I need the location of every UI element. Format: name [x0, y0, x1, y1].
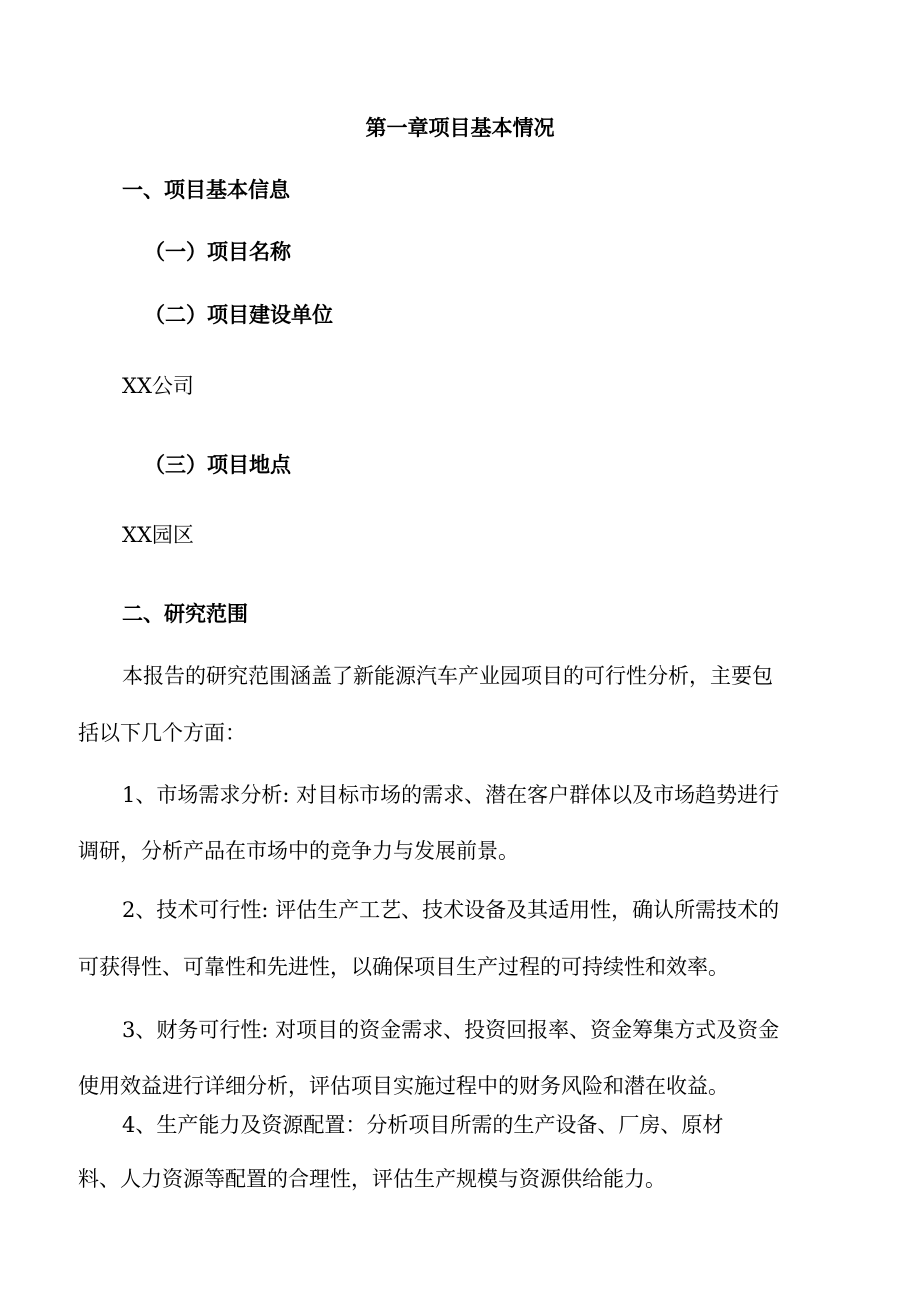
subsection-heading-construction-unit: （二）项目建设单位 — [144, 302, 333, 327]
scope-point-line: 1、市场需求分析: 对目标市场的需求、潜在客户群体以及市场趋势进行 — [122, 783, 780, 807]
intro-line: 括以下几个方面： — [78, 721, 246, 745]
section-heading-basic-info: 一、项目基本信息 — [122, 177, 290, 202]
intro-line: 本报告的研究范围涵盖了新能源汽车产业园项目的可行性分析，主要包 — [122, 664, 773, 688]
subsection-heading-project-location: （三）项目地点 — [144, 452, 291, 477]
section-heading-research-scope: 二、研究范围 — [122, 601, 248, 626]
scope-point-line: 调研，分析产品在市场中的竞争力与发展前景。 — [78, 839, 519, 863]
scope-point-line: 料、人力资源等配置的合理性，评估生产规模与资源供给能力。 — [78, 1167, 666, 1191]
chapter-title: 第一章项目基本情况 — [365, 115, 555, 140]
scope-point-line: 可获得性、可靠性和先进性，以确保项目生产过程的可持续性和效率。 — [78, 955, 729, 979]
scope-point-line: 4、生产能力及资源配置：分析项目所需的生产设备、厂房、原材 — [122, 1113, 724, 1137]
construction-unit-value: XX公司 — [122, 374, 194, 398]
subsection-heading-project-name: （一）项目名称 — [144, 239, 291, 264]
scope-point-line: 2、技术可行性: 评估生产工艺、技术设备及其适用性，确认所需技术的 — [122, 898, 780, 922]
scope-point-line: 3、财务可行性: 对项目的资金需求、投资回报率、资金筹集方式及资金 — [122, 1018, 780, 1042]
project-location-value: XX园区 — [122, 523, 194, 547]
scope-point-line: 使用效益进行详细分析，评估项目实施过程中的财务风险和潜在收益。 — [78, 1074, 729, 1098]
